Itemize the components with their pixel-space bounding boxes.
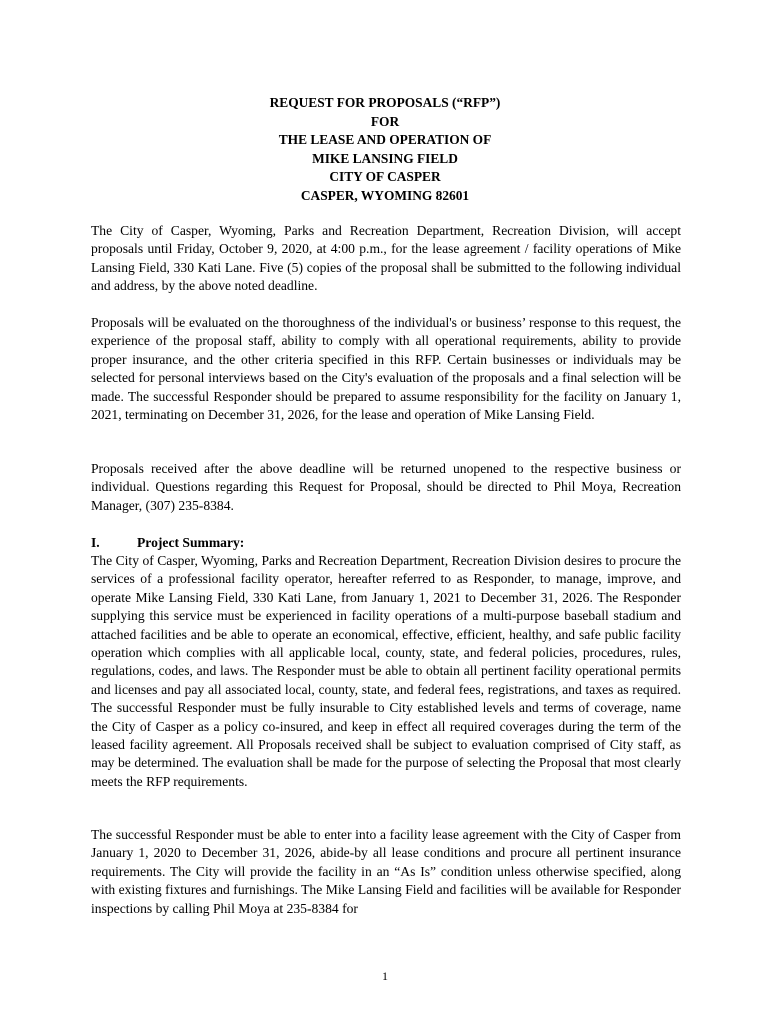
- intro-paragraph: The City of Casper, Wyoming, Parks and Recreation Department, Recreation Division, will accept proposals until Friday, October 9, 2020, at 4:00 p.m., for the lease agreement / facility operations of Mike Lansing Field, 330 Kati Lane. Five (5) copies of the proposal shall be submitted to the following individual and address, by the above noted deadline.: [91, 223, 681, 294]
- page-number: 1: [382, 969, 388, 983]
- evaluation-paragraph: Proposals will be evaluated on the thoroughness of the individual's or business’ response to this request, the experience of the proposal staff, ability to comply with all operational requirements, ability to provide proper insurance, and the other criteria specified in this RFP. Certain businesses or individuals may be selected for personal interviews based on the City's evaluation of the proposals and a final selection will be made. The successful Responder should be prepared to assume responsibility for the facility on January 1, 2021, terminating on December 31, 2026, for the lease and operation of Mike Lansing Field.: [91, 315, 681, 423]
- section-number: I.: [91, 535, 100, 550]
- section-title: Project Summary:: [137, 535, 245, 550]
- title-line: FOR: [370, 113, 400, 129]
- title-line: MIKE LANSING FIELD: [312, 150, 458, 166]
- lease-paragraph: The successful Responder must be able to enter into a facility lease agreement with the City of Casper from January 1, 2020 to December 31, 2026, abide-by all lease conditions and procure all pertinent insurance requirements. The City will provide the facility in an “As Is” condition unless otherwise specified, along with existing fixtures and furnishings. The Mike Lansing Field and facilities will be available for Responder inspections by calling Phil Moya at 235-8384 for: [91, 827, 681, 916]
- title-line: CASPER, WYOMING 82601: [300, 187, 470, 203]
- document-title: [0, 94, 770, 205]
- title-line: THE LEASE AND OPERATION OF: [278, 132, 492, 147]
- title-line: REQUEST FOR PROPOSALS (“RFP”): [269, 95, 501, 110]
- section-heading: [91, 534, 681, 552]
- late-submission-paragraph: Proposals received after the above deadline will be returned unopened to the respective business or individual. Questions regarding this Request for Proposal, should be directed to Phil Moya, Recreation Manager, (307) 235-8384.: [91, 461, 681, 513]
- project-summary-paragraph: The City of Casper, Wyoming, Parks and Recreation Department, Recreation Division desires to procure the services of a professional facility operator, hereafter referred to as Responder, to manage, improve, and operate Mike Lansing Field, 330 Kati Lane, from January 1, 2021 to December 31, 2026. The Responder supplying this service must be experienced in facility operations of a multi-purpose baseball stadium and attached facilities and be able to operate an economical, effective, efficient, healthy, and safe public facility operation which complies with all applicable local, county, state, and federal policies, procedures, rules, regulations, codes, and laws. The Responder must be able to obtain all pertinent facility operational permits and licenses and pay all associated local, county, state, and federal fees, registrations, and taxes as required. The successful Responder must be fully insurable to City established levels and terms of coverage, name the City of Casper as a policy co-insured, and keep in effect all required coverages during the term of the leased facility agreement. All Proposals received shall be subject to evaluation comprised of City staff, as may be determined. The evaluation shall be made for the purpose of selecting the Proposal that most clearly meets the RFP requirements.: [91, 553, 681, 789]
- title-line: CITY OF CASPER: [329, 169, 441, 184]
